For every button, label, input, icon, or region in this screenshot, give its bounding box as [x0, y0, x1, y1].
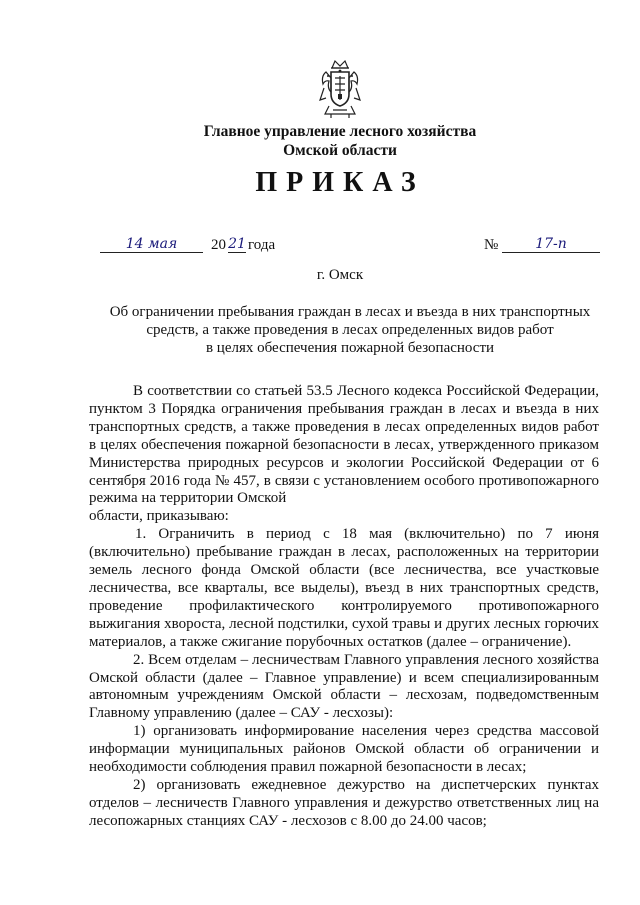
order-body — [89, 383, 599, 831]
subject-line: Об ограничении пребывания граждан в лесах и въезда в них транспортных — [109, 304, 591, 320]
org-line-2: Омской области — [283, 142, 397, 159]
city: г. Омск — [316, 267, 364, 283]
document-title: ПРИКАЗ — [255, 167, 425, 198]
organization-name — [150, 122, 530, 160]
order-subject — [95, 303, 605, 357]
subject-line: в целях обеспечения пожарной безопасности — [205, 340, 495, 356]
preamble-paragraph: В соответствии со статьей 53.5 Лесного кодекса Российской Федерации, пунктом 3 Порядка ограничения пребывания граждан в лесах и въезда в них транспортных средств, а также проведения в лесах определенных видов работ в целях обеспечения пожарной безопасности в лесах, утвержденного приказом Министерства природных ресурсов и экологии Российской Федерации от 6 сентября 2016 года № 457, в связи с установлением особого противопожарного режима на территории Омской — [89, 383, 599, 507]
item-1-paragraph: 1. Ограничить в период с 18 мая (включительно) по 7 июня (включительно) пребывание граждан в лесах, расположенных на территории земель лесного фонда Омской области (все лесничества, все участковые лесничества, все кварталы, все выделы), въезд в них транспортных средств, проведение профилактического контролируемого противопожарного выжигания хвороста, лесной подстилки, сухой травы и других лесных горючих материалов, а также сжигание порубочных остатков (далее – ограничение). — [89, 526, 599, 650]
year-prefix: 20 — [211, 237, 226, 253]
date-number-line — [100, 234, 600, 256]
item-2-2-paragraph: 2) организовать ежедневное дежурство на диспетчерских пунктах отделов – лесничеств Главного управления и дежурство ответственных лиц на лесопожарных станциях САУ - лесхозов с 8.00 до 24.00 часов; — [89, 776, 599, 829]
preamble-ending: области, приказываю: — [89, 508, 229, 525]
handwritten-year: 21 — [228, 236, 246, 252]
item-2-1-paragraph: 1) организовать информирование населения через средства массовой информации муниципальных районов Омской области об ограничении и необходимости соблюдения правил пожарной безопасности в лесах; — [89, 723, 599, 776]
subject-line: средств, а также проведения в лесах определенных видов работ — [146, 322, 554, 338]
number-label: № — [484, 237, 499, 253]
org-line-1: Главное управление лесного хозяйства — [203, 123, 477, 140]
year-word: года — [248, 237, 276, 253]
item-2-paragraph: 2. Всем отделам – лесничествам Главного управления лесного хозяйства Омской области (далее – Главное управление) и всем специализированным автономным учреждениям Омской области – лесхозам, подведомственным Главному управлению (далее – САУ - лесхозы): — [89, 651, 599, 722]
handwritten-date: 14 мая — [100, 236, 203, 253]
handwritten-number: 17-п — [502, 236, 600, 253]
coat-of-arms-icon — [317, 58, 363, 120]
